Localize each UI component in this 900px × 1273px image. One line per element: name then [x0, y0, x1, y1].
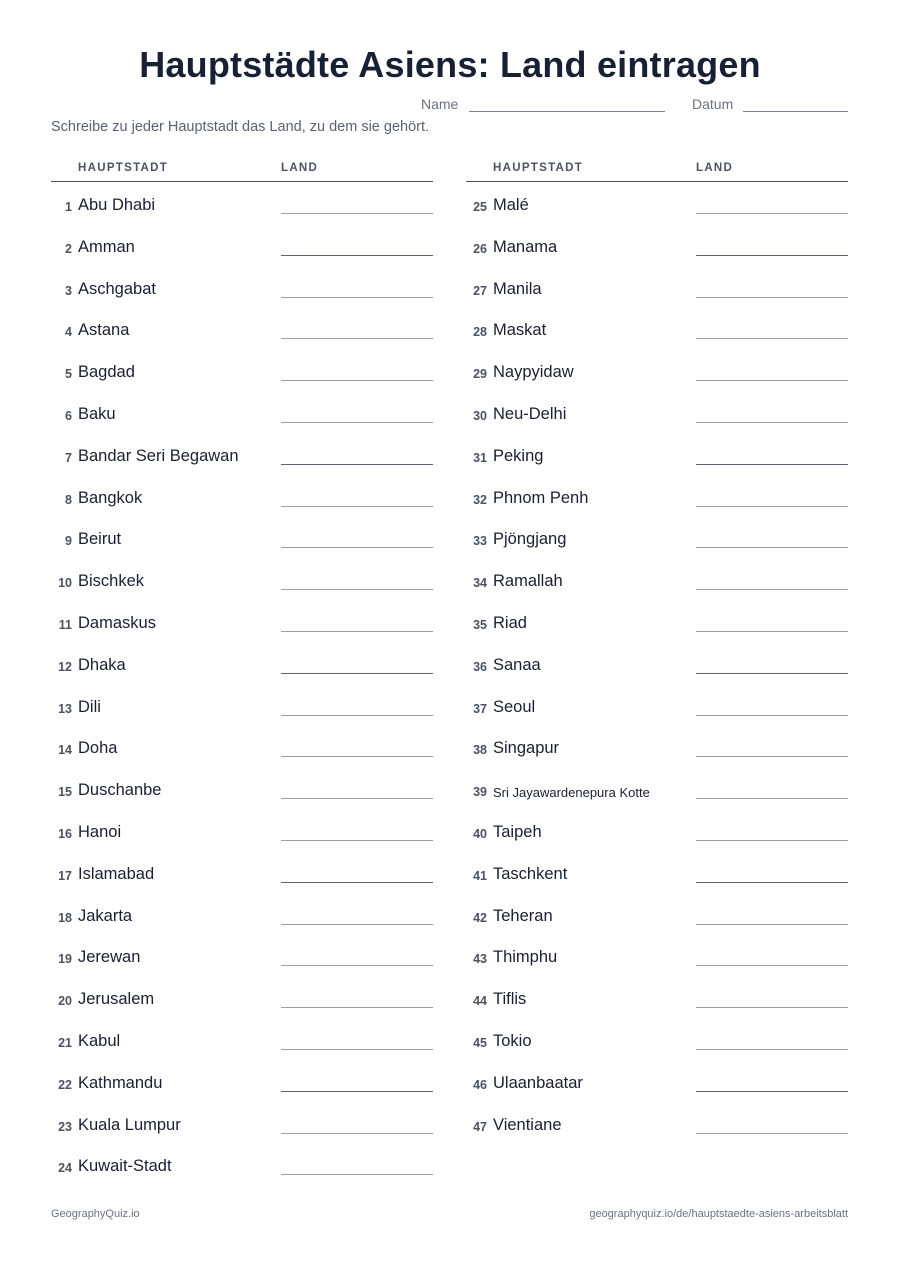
capital-name: Aschgabat — [78, 279, 156, 298]
capital-name: Malé — [493, 196, 529, 214]
capital-name: Bandar Seri Begawan — [78, 446, 239, 465]
list-item — [51, 1102, 433, 1144]
list-item — [466, 475, 848, 517]
list-item — [466, 642, 848, 684]
country-answer-line[interactable] — [696, 1133, 848, 1134]
country-answer-line[interactable] — [281, 965, 433, 966]
list-item — [466, 684, 848, 726]
list-item — [51, 224, 433, 266]
capital-name: Manama — [493, 237, 558, 256]
list-item — [466, 767, 848, 809]
right-column — [466, 160, 848, 1143]
list-item — [466, 1102, 848, 1144]
item-number: 35 — [473, 617, 487, 632]
country-header: LAND — [696, 162, 734, 174]
list-item — [466, 516, 848, 558]
capital-name: Sanaa — [493, 655, 541, 674]
country-answer-line[interactable] — [281, 798, 433, 799]
item-number: 2 — [65, 241, 72, 256]
capital-name: Baku — [78, 404, 116, 423]
list-item — [51, 433, 433, 475]
list-item — [51, 976, 433, 1018]
item-number: 5 — [65, 367, 72, 382]
list-item — [466, 1018, 848, 1060]
list-item — [466, 558, 848, 600]
item-number: 8 — [65, 492, 72, 507]
capital-header: HAUPTSTADT — [78, 162, 169, 174]
list-item — [466, 893, 848, 935]
list-item — [466, 391, 848, 433]
capital-name: Naypyidaw — [493, 363, 574, 382]
item-number: 7 — [65, 450, 72, 465]
country-answer-line[interactable] — [696, 506, 848, 507]
capital-name: Peking — [493, 446, 544, 465]
country-answer-line[interactable] — [281, 756, 433, 757]
item-number: 27 — [473, 283, 487, 298]
capital-name: Islamabad — [78, 864, 155, 883]
country-answer-line[interactable] — [696, 589, 848, 590]
list-item — [466, 182, 848, 224]
country-answer-line[interactable] — [281, 213, 433, 214]
capital-name: Singapur — [493, 739, 560, 758]
capital-name: Maskat — [493, 321, 547, 340]
capital-name: Taipeh — [493, 822, 542, 841]
country-answer-line[interactable] — [281, 338, 433, 339]
country-answer-line[interactable] — [696, 1049, 848, 1050]
item-number: 14 — [58, 743, 72, 758]
capital-name: Neu-Delhi — [493, 404, 567, 423]
list-item — [51, 851, 433, 893]
country-header: LAND — [281, 162, 319, 174]
country-answer-line[interactable] — [281, 631, 433, 632]
country-answer-line[interactable] — [281, 297, 433, 298]
country-answer-line[interactable] — [281, 464, 433, 465]
list-item — [51, 725, 433, 767]
item-number: 32 — [473, 492, 487, 507]
list-item — [51, 767, 433, 809]
left-rows — [51, 182, 433, 1185]
right-rows — [466, 182, 848, 1143]
capital-name: Phnom Penh — [493, 488, 589, 507]
country-answer-line[interactable] — [696, 756, 848, 757]
instructions: Schreibe zu jeder Hauptstadt das Land, zu dem sie gehört. — [51, 119, 430, 135]
list-item — [51, 893, 433, 935]
item-number: 33 — [473, 534, 487, 549]
list-item — [466, 224, 848, 266]
date-field[interactable] — [743, 111, 848, 112]
item-number: 12 — [58, 659, 72, 674]
country-answer-line[interactable] — [281, 255, 433, 256]
capital-name: Riad — [493, 613, 527, 632]
country-answer-line[interactable] — [696, 464, 848, 465]
country-answer-line[interactable] — [696, 255, 848, 256]
column-header — [466, 160, 848, 182]
item-number: 47 — [473, 1119, 487, 1134]
country-answer-line[interactable] — [696, 338, 848, 339]
item-number: 40 — [473, 826, 487, 841]
capital-name: Sri Jayawardenepura Kotte — [493, 785, 650, 801]
item-number: 28 — [473, 325, 487, 340]
country-answer-line[interactable] — [696, 380, 848, 381]
capital-name: Astana — [78, 321, 130, 340]
item-number: 46 — [473, 1077, 487, 1092]
name-field[interactable] — [469, 111, 665, 112]
country-answer-line[interactable] — [696, 798, 848, 799]
capital-name: Ramallah — [493, 572, 563, 591]
list-item — [466, 851, 848, 893]
capital-name: Doha — [78, 739, 118, 758]
list-item — [466, 976, 848, 1018]
item-number: 38 — [473, 743, 487, 758]
capital-name: Teheran — [493, 906, 553, 925]
item-number: 37 — [473, 701, 487, 716]
item-number: 10 — [58, 576, 72, 591]
capital-name: Damaskus — [78, 613, 156, 632]
item-number: 21 — [58, 1035, 72, 1050]
item-number: 1 — [65, 200, 72, 214]
list-item — [466, 600, 848, 642]
capital-name: Kuala Lumpur — [78, 1115, 181, 1134]
item-number: 26 — [473, 241, 487, 256]
item-number: 23 — [58, 1119, 72, 1134]
country-answer-line[interactable] — [696, 631, 848, 632]
list-item — [51, 349, 433, 391]
capital-name: Duschanbe — [78, 781, 162, 800]
country-answer-line[interactable] — [281, 673, 433, 674]
capital-name: Seoul — [493, 697, 536, 716]
list-item — [51, 516, 433, 558]
item-number: 34 — [473, 576, 487, 591]
list-item — [51, 307, 433, 349]
capital-name: Beirut — [78, 530, 122, 549]
list-item — [51, 600, 433, 642]
capital-name: Amman — [78, 237, 135, 256]
item-number: 3 — [65, 283, 72, 298]
capital-name: Taschkent — [493, 864, 568, 883]
capital-name: Ulaanbaatar — [493, 1073, 583, 1092]
capital-name: Manila — [493, 279, 542, 298]
country-answer-line[interactable] — [696, 840, 848, 841]
capital-name: Kathmandu — [78, 1073, 163, 1092]
list-item — [51, 1018, 433, 1060]
country-answer-line[interactable] — [281, 506, 433, 507]
list-item — [466, 809, 848, 851]
capital-name: Bagdad — [78, 363, 135, 382]
capital-name: Hanoi — [78, 822, 122, 841]
list-item — [51, 391, 433, 433]
item-number: 9 — [65, 534, 72, 549]
item-number: 36 — [473, 659, 487, 674]
country-answer-line[interactable] — [696, 673, 848, 674]
date-label: Datum — [692, 96, 734, 112]
country-answer-line[interactable] — [696, 1007, 848, 1008]
capital-name: Jerewan — [78, 948, 141, 967]
item-number: 24 — [58, 1161, 72, 1176]
item-number: 18 — [58, 910, 72, 925]
list-item — [51, 558, 433, 600]
item-number: 31 — [473, 450, 487, 465]
item-number: 19 — [58, 952, 72, 967]
list-item — [51, 642, 433, 684]
capital-header: HAUPTSTADT — [493, 162, 584, 174]
item-number: 41 — [473, 868, 487, 883]
country-answer-line[interactable] — [696, 1091, 848, 1092]
item-number: 22 — [58, 1077, 72, 1092]
item-number: 20 — [58, 994, 72, 1009]
list-item — [51, 934, 433, 976]
capital-name: Bischkek — [78, 572, 145, 591]
capital-name: Tokio — [493, 1031, 532, 1050]
item-number: 44 — [473, 994, 487, 1009]
list-item — [51, 1143, 433, 1185]
item-number: 45 — [473, 1035, 487, 1050]
country-answer-line[interactable] — [281, 840, 433, 841]
item-number: 17 — [58, 868, 72, 883]
page-title: Hauptstädte Asiens: Land eintragen — [139, 44, 761, 85]
item-number: 13 — [58, 701, 72, 716]
country-answer-line[interactable] — [281, 882, 433, 883]
country-answer-line[interactable] — [281, 715, 433, 716]
footer-brand: GeographyQuiz.io — [51, 1208, 140, 1220]
capital-name: Jakarta — [78, 906, 133, 925]
capital-name: Bangkok — [78, 488, 143, 507]
item-number: 25 — [473, 200, 487, 214]
item-number: 11 — [58, 617, 72, 632]
country-answer-line[interactable] — [696, 422, 848, 423]
country-answer-line[interactable] — [281, 924, 433, 925]
list-item — [466, 433, 848, 475]
country-answer-line[interactable] — [696, 213, 848, 214]
capital-name: Thimphu — [493, 948, 558, 967]
list-item — [466, 307, 848, 349]
column-header — [51, 160, 433, 182]
list-item — [466, 725, 848, 767]
item-number: 6 — [65, 408, 72, 423]
country-answer-line[interactable] — [281, 1133, 433, 1134]
list-item — [466, 1060, 848, 1102]
capital-name: Kuwait-Stadt — [78, 1157, 172, 1176]
list-item — [51, 809, 433, 851]
country-answer-line[interactable] — [281, 380, 433, 381]
country-answer-line[interactable] — [696, 882, 848, 883]
item-number: 4 — [65, 325, 72, 340]
list-item — [51, 1060, 433, 1102]
capital-name: Vientiane — [493, 1115, 562, 1134]
country-answer-line[interactable] — [281, 547, 433, 548]
country-answer-line[interactable] — [281, 1049, 433, 1050]
capital-name: Abu Dhabi — [78, 196, 156, 214]
country-answer-line[interactable] — [696, 924, 848, 925]
footer-url: geographyquiz.io/de/hauptstaedte-asiens-arbeitsblatt — [589, 1208, 848, 1220]
left-column — [51, 160, 433, 1185]
country-answer-line[interactable] — [281, 1007, 433, 1008]
name-label: Name — [421, 96, 459, 112]
list-item — [51, 266, 433, 308]
list-item — [51, 182, 433, 224]
country-answer-line[interactable] — [281, 1091, 433, 1092]
country-answer-line[interactable] — [696, 547, 848, 548]
list-item — [51, 684, 433, 726]
list-item — [466, 934, 848, 976]
capital-name: Tiflis — [493, 990, 527, 1009]
capital-name: Kabul — [78, 1031, 121, 1050]
list-item — [466, 349, 848, 391]
list-item — [466, 266, 848, 308]
item-number: 42 — [473, 910, 487, 925]
country-answer-line[interactable] — [696, 965, 848, 966]
capital-name: Jerusalem — [78, 990, 155, 1009]
capital-name: Dhaka — [78, 655, 126, 674]
country-answer-line[interactable] — [696, 297, 848, 298]
country-answer-line[interactable] — [281, 422, 433, 423]
list-item — [51, 475, 433, 517]
item-number: 39 — [473, 785, 487, 800]
item-number: 15 — [58, 785, 72, 800]
country-answer-line[interactable] — [281, 589, 433, 590]
item-number: 29 — [473, 367, 487, 382]
country-answer-line[interactable] — [281, 1174, 433, 1175]
item-number: 16 — [58, 826, 72, 841]
capital-name: Dili — [78, 697, 101, 716]
item-number: 30 — [473, 408, 487, 423]
country-answer-line[interactable] — [696, 715, 848, 716]
item-number: 43 — [473, 952, 487, 967]
capital-name: Pjöngjang — [493, 530, 567, 549]
